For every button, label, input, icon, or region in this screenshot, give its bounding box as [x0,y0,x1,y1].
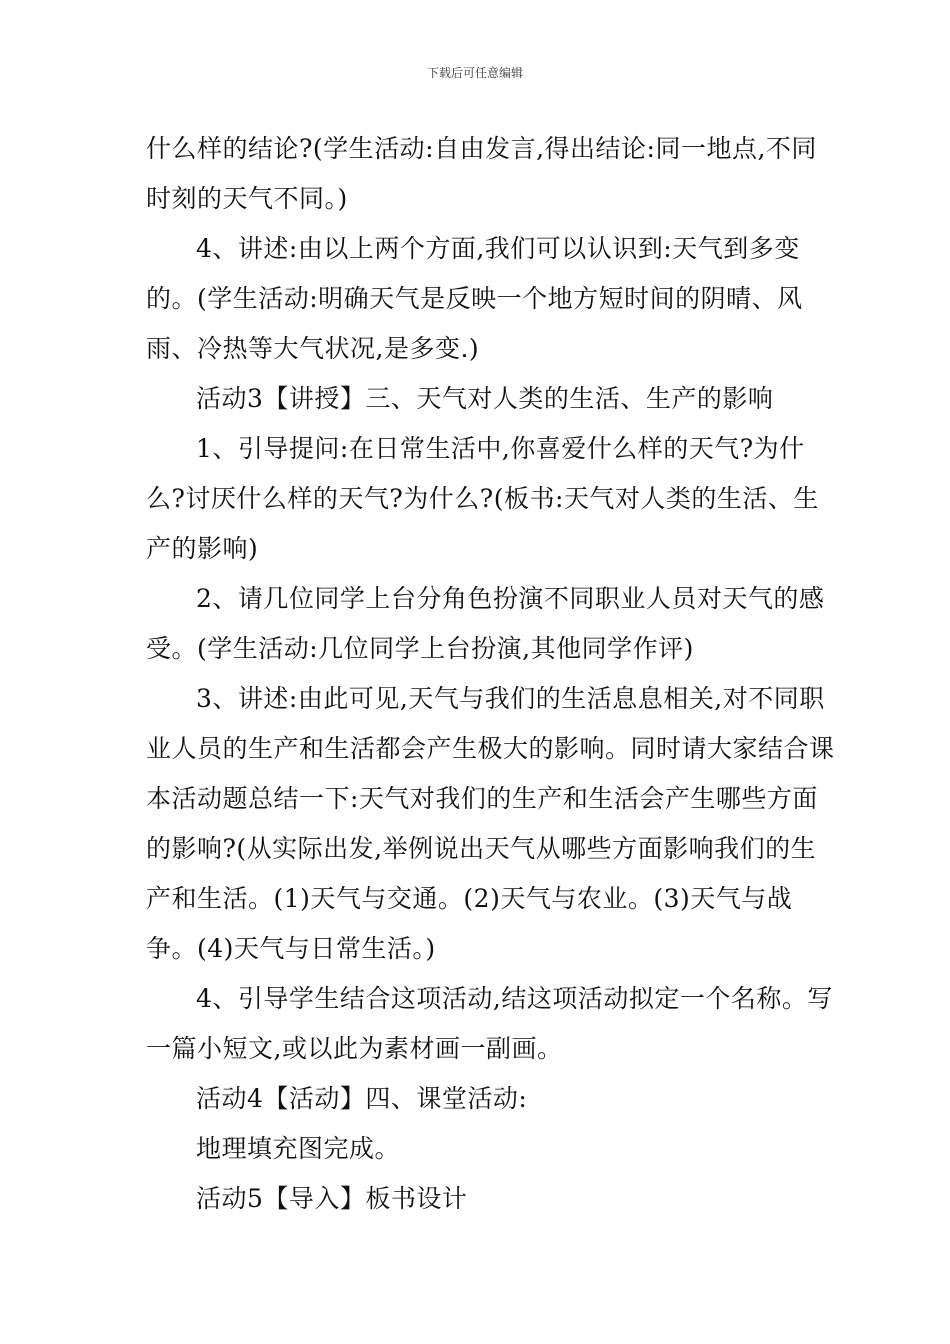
page-header-note: 下载后可任意编辑 [426,66,523,80]
paragraph: 3、讲述:由此可见,天气与我们的生活息息相关,对不同职业人员的生产和生活都会产生极大的影响。同时请大家结合课本活动题总结一下:天气对我们的生产和生活会产生哪些方面的影响?(从实际出发,举例说出天气从哪些方面影响我们的生产和生活。(1)天气与交通。(2)天气与农业。(3)天气与战争。(4)天气与日常生活。) [146,684,835,963]
paragraph: 活动3【讲授】三、天气对人类的生活、生产的影响 [196,384,774,413]
paragraph: 地理填充图完成。 [196,1134,401,1163]
paragraph: 4、讲述:由以上两个方面,我们可以认识到:天气到多变的。(学生活动:明确天气是反映一个地方短时间的阴晴、风雨、冷热等大气状况,是多变.) [146,234,803,363]
paragraph: 活动4【活动】四、课堂活动: [196,1084,528,1113]
paragraph: 4、引导学生结合这项活动,结这项活动拟定一个名称。写一篇小短文,或以此为素材画一副画。 [146,984,833,1063]
paragraph: 1、引导提问:在日常生活中,你喜爱什么样的天气?为什么?讨厌什么样的天气?为什么?(板书:天气对人类的生活、生产的影响) [146,434,819,563]
paragraph: 2、请几位同学上台分角色扮演不同职业人员对天气的感受。(学生活动:几位同学上台扮演,其他同学作评) [146,584,825,663]
document-body [146,124,836,1224]
paragraph: 什么样的结论?(学生活动:自由发言,得出结论:同一地点,不同时刻的天气不同。) [146,134,817,213]
paragraph: 活动5【导入】板书设计 [196,1184,468,1213]
